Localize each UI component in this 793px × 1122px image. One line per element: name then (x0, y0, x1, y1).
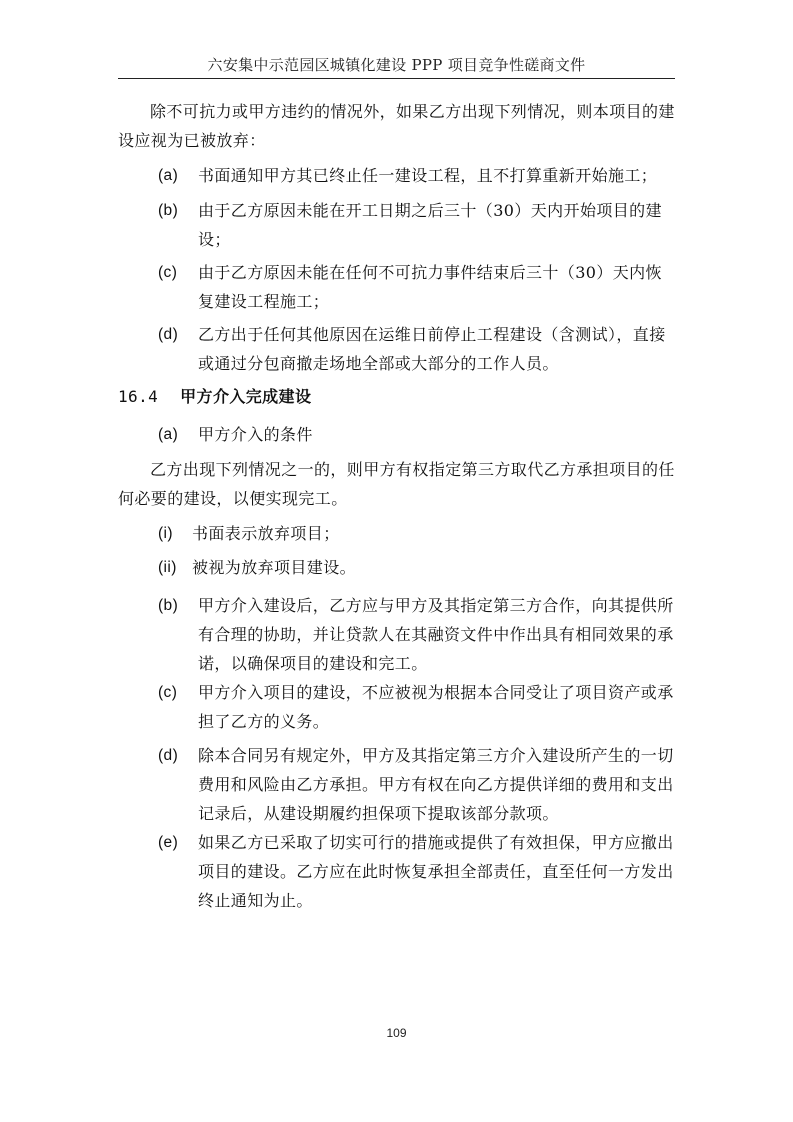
list-marker: (b) (158, 202, 179, 219)
list-item-text: 甲方介入项目的建设，不应被视为根据本合同受让了项目资产或承担了乙方的义务。 (198, 683, 674, 731)
list-item (158, 591, 678, 678)
section-heading (118, 382, 675, 411)
list-item (158, 420, 678, 449)
list-item (158, 519, 678, 548)
list-item-text: 甲方介入建设后，乙方应与甲方及其指定第三方合作，向其提供所有合理的协助，并让贷款人在其融资文件中作出具有相同效果的承诺，以确保项目的建设和完工。 (198, 596, 674, 673)
list-item (158, 320, 678, 378)
condition-paragraph: 乙方出现下列情况之一的，则甲方有权指定第三方取代乙方承担项目的任何必要的建设，以便实现完工。 (118, 460, 675, 508)
list-marker: (d) (158, 747, 179, 764)
list-item (158, 553, 678, 582)
list-item-text: 除本合同另有规定外，甲方及其指定第三方介入建设所产生的一切费用和风险由乙方承担。甲方有权在向乙方提供详细的费用和支出记录后，从建设期履约担保项下提取该部分款项。 (198, 746, 674, 823)
list-marker: (i) (158, 525, 173, 542)
list-item (158, 258, 678, 316)
list-item-text: 乙方出于任何其他原因在运维日前停止工程建设（含测试），直接或通过分包商撤走场地全部或大部分的工作人员。 (198, 325, 666, 373)
list-item-text: 被视为放弃项目建设。 (192, 558, 357, 577)
list-item-text: 书面通知甲方其已终止任一建设工程，且不打算重新开始施工； (198, 166, 658, 185)
list-marker: (c) (158, 684, 178, 701)
intro-paragraph: 除不可抗力或甲方违约的情况外，如果乙方出现下列情况，则本项目的建设应视为已被放弃： (118, 102, 675, 150)
list-marker: (c) (158, 264, 178, 281)
list-item-text: 书面表示放弃项目； (192, 524, 340, 543)
list-item-text: 由于乙方原因未能在开工日期之后三十（30）天内开始项目的建设； (198, 201, 662, 249)
list-item (158, 678, 678, 736)
header-rule (118, 78, 675, 79)
list-marker: (b) (158, 597, 179, 614)
document-header: 六安集中示范园区城镇化建设 PPP 项目竞争性磋商文件 (207, 56, 586, 74)
page-number: 109 (386, 1026, 407, 1040)
list-item-text: 由于乙方原因未能在任何不可抗力事件结束后三十（30）天内恢复建设工程施工； (198, 263, 662, 311)
list-marker: (a) (158, 167, 179, 184)
list-marker: (e) (158, 834, 179, 851)
list-item-text: 如果乙方已采取了切实可行的措施或提供了有效担保，甲方应撤出项目的建设。乙方应在此时恢复承担全部责任，直至任何一方发出终止通知为止。 (198, 833, 674, 910)
list-item (158, 196, 678, 254)
list-marker: (a) (158, 426, 179, 443)
list-item (158, 741, 678, 828)
list-marker: (d) (158, 326, 179, 343)
list-item (158, 828, 678, 915)
list-item-text: 甲方介入的条件 (198, 425, 313, 444)
list-marker: (ii) (158, 559, 177, 576)
section-number: 16.4 (118, 387, 159, 406)
list-item (158, 161, 678, 190)
section-title: 甲方介入完成建设 (180, 387, 312, 406)
